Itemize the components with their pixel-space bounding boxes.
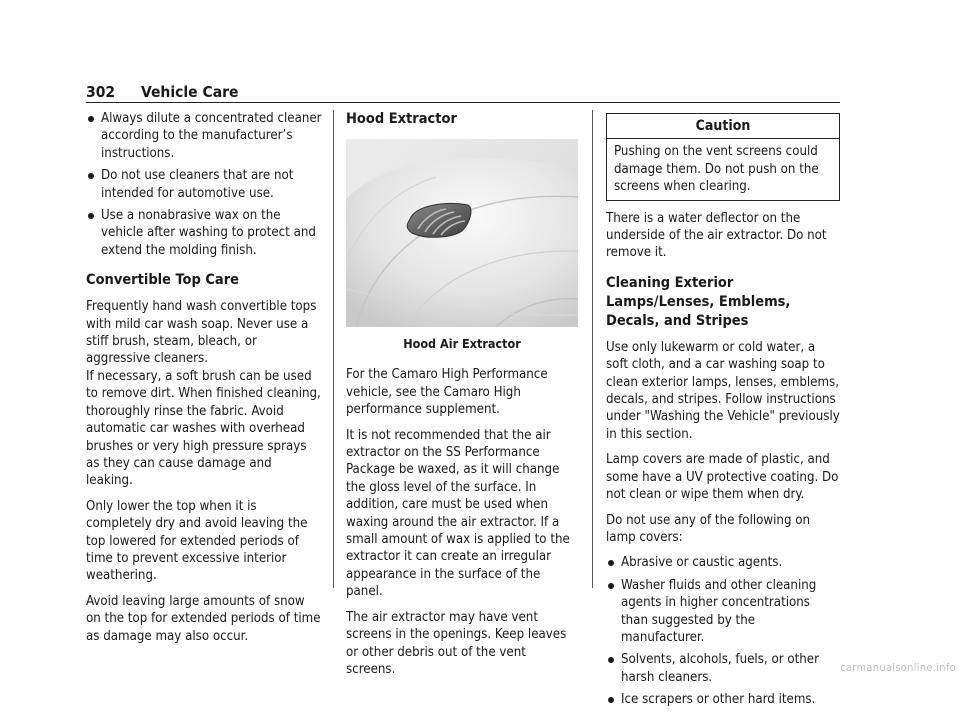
caution-title: Caution (607, 114, 839, 139)
page-header (86, 84, 840, 104)
hood-air-extractor-image (346, 139, 578, 327)
paragraph: Use only lukewarm or cold water, a soft cloth, and a car washing soap to clean exterior lamps, lenses, emblems, decals, and stripes. Follow instructions under "Washing the Vehicle" previously in this section. (606, 339, 840, 442)
paragraph: For the Camaro High Performance vehicle, see the Camaro High performance supplement. (346, 367, 548, 418)
paragraph: There is a water deflector on the underside of the air extractor. Do not remove it. (606, 210, 827, 261)
paragraph: Frequently hand wash convertible tops with mild car wash soap. Never use a stiff brush, steam, bleach, or aggressive cleaners. (86, 299, 317, 367)
paragraph: The air extractor may have vent screens in the openings. Keep leaves or other debris out of the vent screens. (346, 609, 567, 677)
paragraph: Only lower the top when it is completely dry and avoid leaving the top lowered for extended periods of time to prevent excessive interior weathering. (86, 498, 308, 584)
page-title: Vehicle Care (141, 83, 239, 101)
paragraph: Avoid leaving large amounts of snow on the top for extended periods of time as damage may also occur. (86, 593, 321, 644)
cleaning-exterior-lamps-heading: Cleaning Exterior Lamps/Lenses, Emblems, Decals, and Stripes (606, 274, 791, 329)
page-number: 302 (86, 83, 116, 101)
cleaner-bullet-list (86, 110, 322, 259)
header-divider (86, 102, 840, 103)
column-left (86, 110, 322, 653)
convertible-top-care-heading: Convertible Top Care (86, 272, 239, 289)
paragraph: Do not use any of the following on lamp covers: (606, 512, 811, 545)
hood-extractor-heading: Hood Extractor (346, 111, 457, 127)
list-item: Always dilute a concentrated cleaner according to the manufacturer’s instructions. (86, 110, 322, 162)
list-item: Use a nonabrasive wax on the vehicle after washing to protect and extend the molding finish. (86, 207, 322, 259)
list-item: Do not use cleaners that are not intended for automotive use. (86, 167, 322, 202)
list-item: Washer fluids and other cleaning agents in higher concentrations than suggested by the manufacturer. (606, 577, 840, 647)
paragraph: If necessary, a soft brush can be used to remove dirt. When finished cleaning, thoroughly rinse the fabric. Avoid automatic car washes with overhead brushes or very high pressure sprays as they can cause damage and leaking. (86, 368, 321, 489)
column-divider (333, 110, 334, 588)
caution-box (606, 113, 840, 201)
list-item: Solvents, alcohols, fuels, or other harsh cleaners. (606, 651, 840, 686)
list-item: Ice scrapers or other hard items. (606, 691, 840, 708)
lamp-cover-bullet-list (606, 554, 840, 708)
figure-caption: Hood Air Extractor (403, 336, 521, 351)
column-middle (346, 110, 578, 686)
paragraph: It is not recommended that the air extractor on the SS Performance Package be waxed, as it will change the gloss level of the surface. In addition, care must be used when waxing around the air extractor. If a small amount of wax is applied to the extractor it can create an irregular appearance in the surface of the panel. (346, 427, 570, 600)
list-item: Abrasive or caustic agents. (606, 554, 840, 571)
watermark: carmanualsonline.info (840, 660, 956, 674)
column-divider (592, 110, 593, 588)
paragraph: Lamp covers are made of plastic, and some have a UV protective coating. Do not clean or wipe them when dry. (606, 452, 839, 503)
column-right (606, 110, 840, 714)
caution-text: Pushing on the vent screens could damage them. Do not push on the screens when clearing. (614, 144, 819, 195)
